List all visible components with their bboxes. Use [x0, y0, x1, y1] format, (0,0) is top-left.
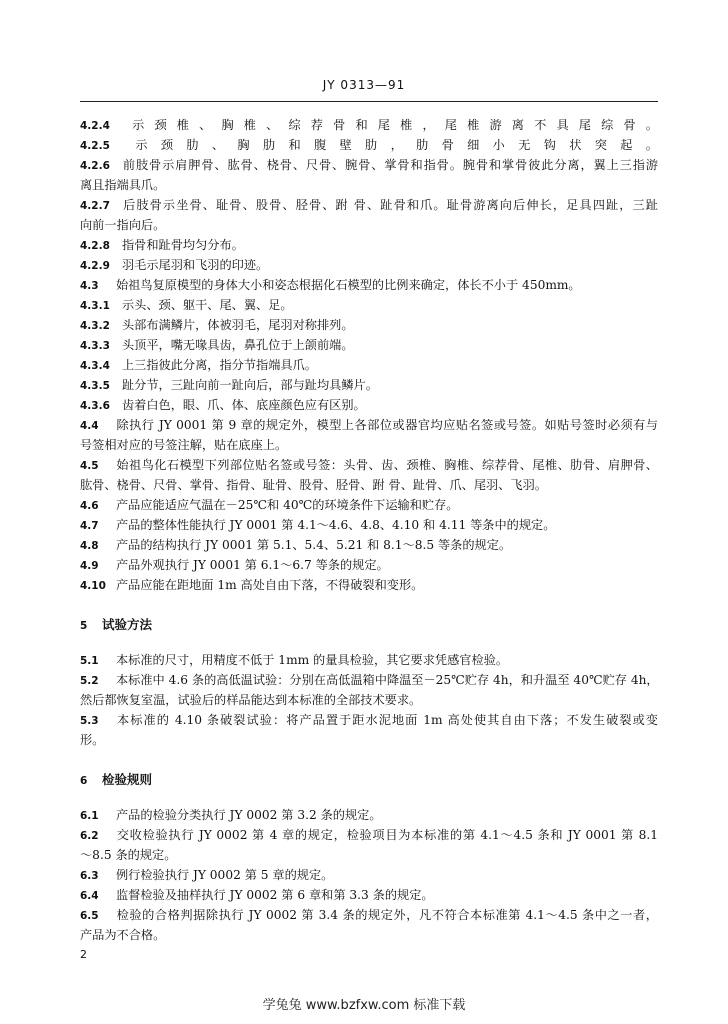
clause-line: 4.3.2 头部布满鳞片，体被羽毛，尾羽对称排列。 — [80, 318, 354, 332]
header-rule — [80, 101, 658, 102]
clause-line: ～8.5 条的规定。 — [80, 848, 177, 862]
clause-line: 5.3 本标准的 4.10 条破裂试验：将产品置于距水泥地面 1m 高处使其自由下落；不发生破裂或变 — [80, 713, 658, 727]
clause-line: 4.2.7 后肢骨示坐骨、耻骨、股骨、胫骨、跗 骨、趾骨和爪。耻骨游离向后伸长，足具四趾，三趾 — [80, 198, 658, 212]
section-heading-6: 6 检验规则 — [80, 772, 153, 787]
clause-line: 4.3.6 齿着白色，眼、爪、体、底座颜色应有区别。 — [80, 398, 366, 412]
clause-line: 然后都恢复室温，试验后的样品能达到本标准的全部技术要求。 — [80, 693, 422, 707]
clause-line: 4.3.5 趾分节，三趾向前一趾向后，部与趾均具鳞片。 — [80, 378, 378, 392]
clause-line: 5.1 本标准的尺寸，用精度不低于 1mm 的量具检验，其它要求凭感官检验。 — [80, 653, 509, 667]
watermark: 学兔兔 www.bzfxw.com 标准下载 — [262, 998, 466, 1013]
clause-line: 4.2.4 示颈椎、胸椎、综荐骨和尾椎，尾椎游离不具尾综骨。 — [80, 118, 658, 132]
clause-line: 4.3 始祖鸟复原模型的身体大小和姿态根据化石模型的比例来确定，体长不小于 450mm。 — [80, 278, 581, 292]
clause-line: 6.3 例行检验执行 JY 0002 第 5 章的规定。 — [80, 868, 334, 882]
clause-line: 4.2.6 前肢骨示肩胛骨、肱骨、桡骨、尺骨、腕骨、掌骨和指骨。腕骨和掌骨彼此分离，翼上三指游 — [80, 158, 658, 172]
clause-line: 6.2 交收检验执行 JY 0002 第 4 章的规定，检验项目为本标准的第 4.1～4.5 条和 JY 0001 第 8.1 — [80, 828, 658, 842]
clause-line: 4.3.1 示头、颈、躯干、尾、翼、足。 — [80, 298, 293, 312]
clause-line: 形。 — [80, 733, 105, 747]
clause-line: 4.3.4 上三指彼此分离，指分节指端具爪。 — [80, 358, 317, 372]
clause-line: 号签相对应的号签注解，贴在底座上。 — [80, 438, 288, 452]
clause-line: 4.7 产品的整体性能执行 JY 0001 第 4.1～4.6、4.8、4.10 和 4.11 等条中的规定。 — [80, 518, 556, 532]
clause-line: 产品为不合格。 — [80, 928, 166, 942]
clause-line: 4.3.3 头顶平，嘴无喙具齿，鼻孔位于上颌前端。 — [80, 338, 354, 352]
clause-line: 4.4 除执行 JY 0001 第 9 章的规定外，模型上各部位或器官均应贴名签或号签。如贴号签时必须有与 — [80, 418, 658, 432]
document-header: JY 0313—91 — [322, 78, 406, 92]
clause-line: 离且指端具爪。 — [80, 178, 166, 192]
clause-line: 4.5 始祖鸟化石模型下列部位贴名签或号签：头骨、齿、颈椎、胸椎、综荐骨、尾椎、肋骨、肩胛骨、 — [80, 458, 658, 472]
section-heading-5: 5 试验方法 — [80, 617, 153, 632]
clause-line: 4.2.9 羽毛示尾羽和飞羽的印迹。 — [80, 258, 269, 272]
clause-line: 6.4 监督检验及抽样执行 JY 0002 第 6 章和第 3.3 条的规定。 — [80, 888, 434, 902]
clause-line: 4.2.8 指骨和趾骨均匀分布。 — [80, 238, 244, 252]
clause-line: 肱骨、桡骨、尺骨、掌骨、指骨、耻骨、股骨、胫骨、跗 骨、趾骨、爪、尾羽、飞羽。 — [80, 478, 547, 492]
clause-line: 向前一指向后。 — [80, 218, 166, 232]
clause-line: 6.5 检验的合格判据除执行 JY 0002 第 3.4 条的规定外，凡不符合本标准第 4.1～4.5 条中之一者， — [80, 908, 658, 922]
clause-line: 4.9 产品外观执行 JY 0001 第 6.1～6.7 等条的规定。 — [80, 558, 389, 572]
clause-line: 6.1 产品的检验分类执行 JY 0002 第 3.2 条的规定。 — [80, 808, 382, 822]
clause-line: 4.10 产品应能在距地面 1m 高处自由下落，不得破裂和变形。 — [80, 578, 424, 592]
clause-line: 4.6 产品应能适应气温在－25℃和 40℃的环境条件下运输和贮存。 — [80, 498, 459, 512]
clause-line: 5.2 本标准中 4.6 条的高低温试验：分别在高低温箱中降温至－25℃贮存 4h，和升温至 40℃贮存 4h， — [80, 673, 659, 687]
clause-line: 4.8 产品的结构执行 JY 0001 第 5.1、5.4、5.21 和 8.1～8.5 等条的规定。 — [80, 538, 512, 552]
clause-line: 4.2.5 示颈肋、胸肋和腹壁肋，肋骨细小无钩状突起。 — [80, 138, 658, 152]
page-number: 2 — [80, 948, 87, 961]
